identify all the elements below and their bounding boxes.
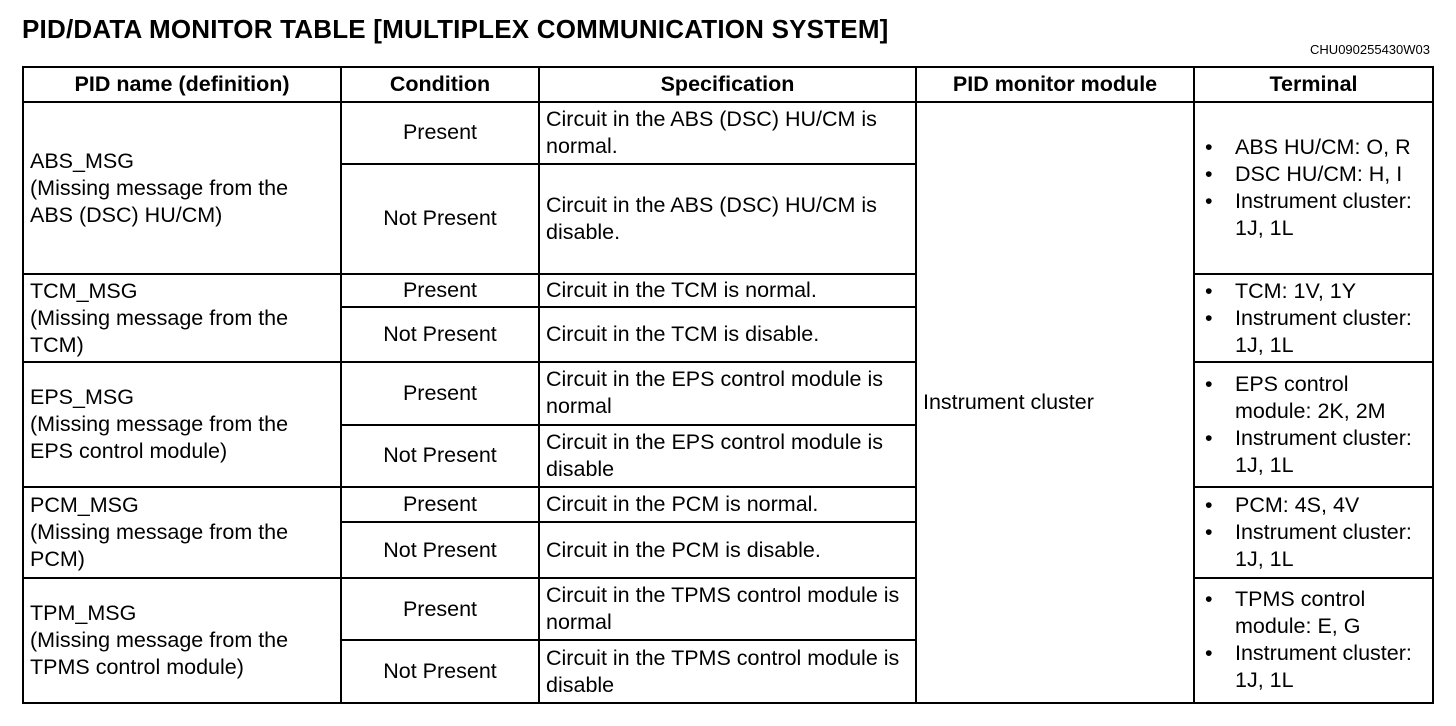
pid-definition: (Missing message from the ABS (DSC) HU/CM) [30,175,289,227]
specification-cell: Circuit in the TPMS control module is disable [539,640,916,703]
pid-name: ABS_MSG [30,148,134,173]
pid-definition: (Missing message from the TPMS control module) [30,627,289,679]
terminal-cell [1194,487,1433,578]
condition-cell: Present [341,102,539,164]
terminal-cell [1194,102,1433,274]
terminal-item: • Instrument cluster: 1J, 1L [1201,519,1426,573]
pid-monitor-table [22,66,1434,704]
terminal-item: • PCM: 4S, 4V [1201,492,1426,519]
specification-cell: Circuit in the EPS control module is normal [539,362,916,425]
column-header-pid-name: PID name (definition) [23,67,341,102]
terminal-item: • DSC HU/CM: H, I [1201,161,1426,188]
page-title: PID/DATA MONITOR TABLE [MULTIPLEX COMMUNICATION SYSTEM] [22,14,889,44]
condition-cell: Not Present [341,307,539,362]
pid-name: TPM_MSG [30,600,137,625]
table-header-row [23,67,1433,102]
table-row [23,362,1433,425]
terminal-cell [1194,274,1433,362]
pid-cell [23,578,341,703]
condition-cell: Not Present [341,164,539,275]
condition-cell: Not Present [341,522,539,577]
terminal-item: • TPMS control module: E, G [1201,586,1426,640]
pid-name: TCM_MSG [30,278,138,303]
terminal-item: • Instrument cluster: 1J, 1L [1201,640,1426,694]
terminal-cell [1194,578,1433,703]
column-header-specification: Specification [539,67,916,102]
terminal-item: • ABS HU/CM: O, R [1201,134,1426,161]
specification-cell: Circuit in the TPMS control module is normal [539,578,916,641]
terminal-list [1201,134,1426,242]
document-code: CHU090255430W03 [1310,42,1430,57]
condition-cell: Present [341,578,539,641]
pid-definition: (Missing message from the EPS control module) [30,412,289,464]
column-header-condition: Condition [341,67,539,102]
pid-cell [23,102,341,274]
pid-name: EPS_MSG [30,385,134,410]
pid-cell [23,487,341,578]
terminal-list [1201,492,1426,573]
condition-cell: Present [341,274,539,306]
terminal-item: • TCM: 1V, 1Y [1201,278,1426,305]
terminal-list [1201,278,1426,359]
pid-definition: (Missing message from the TCM) [30,305,289,357]
pid-cell [23,274,341,362]
terminal-item: • Instrument cluster: 1J, 1L [1201,425,1426,479]
terminal-cell [1194,362,1433,487]
table-row [23,102,1433,164]
specification-cell: Circuit in the TCM is disable. [539,307,916,362]
condition-cell: Present [341,362,539,425]
column-header-pid-monitor-module: PID monitor module [916,67,1194,102]
terminal-list [1201,371,1426,479]
terminal-item: • Instrument cluster: 1J, 1L [1201,188,1426,242]
pid-definition: (Missing message from the PCM) [30,520,289,572]
condition-cell: Not Present [341,425,539,488]
terminal-item: • Instrument cluster: 1J, 1L [1201,305,1426,359]
terminal-list [1201,586,1426,694]
column-header-terminal: Terminal [1194,67,1433,102]
pid-name: PCM_MSG [30,493,139,518]
specification-cell: Circuit in the TCM is normal. [539,274,916,306]
specification-cell: Circuit in the ABS (DSC) HU/CM is disable. [539,164,916,275]
condition-cell: Present [341,487,539,522]
condition-cell: Not Present [341,640,539,703]
specification-cell: Circuit in the ABS (DSC) HU/CM is normal. [539,102,916,164]
table-row [23,487,1433,522]
specification-cell: Circuit in the EPS control module is disable [539,425,916,488]
specification-cell: Circuit in the PCM is normal. [539,487,916,522]
table-row [23,274,1433,306]
pid-cell [23,362,341,487]
table-row [23,578,1433,641]
specification-cell: Circuit in the PCM is disable. [539,522,916,577]
pid-monitor-module-cell: Instrument cluster [916,102,1194,703]
terminal-item: • EPS control module: 2K, 2M [1201,371,1426,425]
